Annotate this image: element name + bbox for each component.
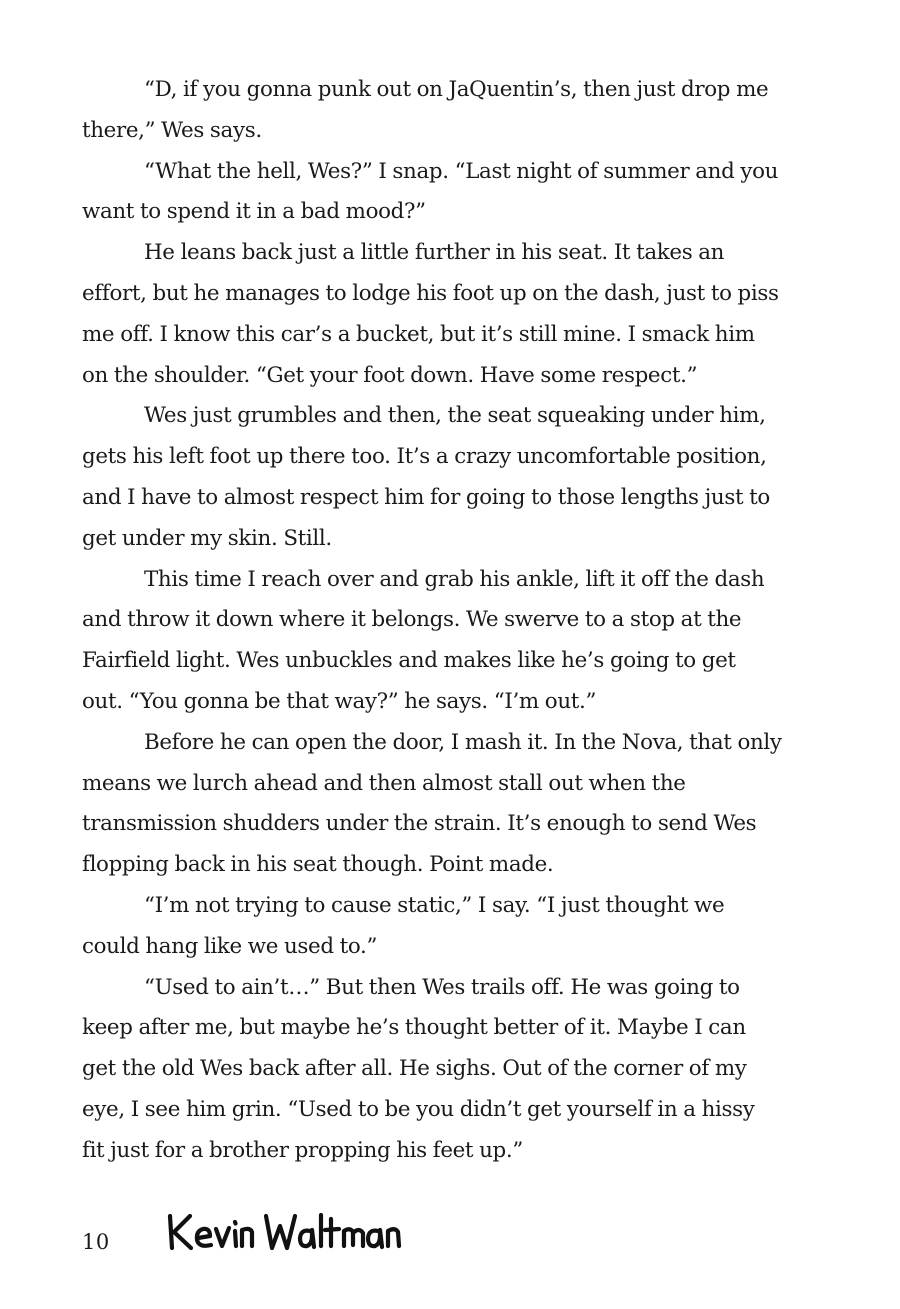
author-signature	[164, 1210, 404, 1256]
paragraph: “D, if you gonna punk out on JaQuentin’s, then just drop me there,” Wes says.	[82, 77, 769, 143]
paragraph: Wes just grumbles and then, the seat squeaking under him, gets his left foot up there too. It’s a crazy uncomfortable position, and I have to almost respect him for going to those lengths just to get under my skin. Still.	[82, 403, 770, 551]
paragraph: Before he can open the door, I mash it. In the Nova, that only means we lurch ahead and then almost stall out when the transmission shudders under the strain. It’s enough to send Wes flopping back in his seat though. Point made.	[82, 729, 782, 878]
paragraph: “Used to ain’t…” But then Wes trails off. He was going to keep after me, but maybe he’s thought better of it. Maybe I can get the old Wes back after all. He sighs. Out of the corner of my eye, I see him grin. “Used to be you didn’t get yourself in a hissy fit just for a brother propping his feet up.”	[82, 974, 755, 1163]
paragraph: He leans back just a little further in his seat. It takes an effort, but he manages to lodge his foot up on the dash, just to piss me off. I know this car’s a bucket, but it’s still mine. I smack him on the shoulder. “Get your foot down. Have some respect.”	[82, 240, 779, 388]
author-signature-lettering	[164, 1210, 404, 1256]
paragraph: This time I reach over and grab his ankle, lift it off the dash and throw it down where it belongs. We swerve to a stop at the Fairfield light. Wes unbuckles and makes like he’s going to get out. “You gonna be that way?” he says. “I’m out.”	[82, 566, 765, 714]
paragraph: “I’m not trying to cause static,” I say. “I just thought we could hang like we used to.”	[82, 892, 725, 959]
body-text	[82, 70, 782, 1172]
page-number: 10	[82, 1230, 110, 1254]
page-footer	[82, 1210, 782, 1260]
paragraph: “What the hell, Wes?” I snap. “Last night of summer and you want to spend it in a bad mood?”	[82, 158, 779, 225]
